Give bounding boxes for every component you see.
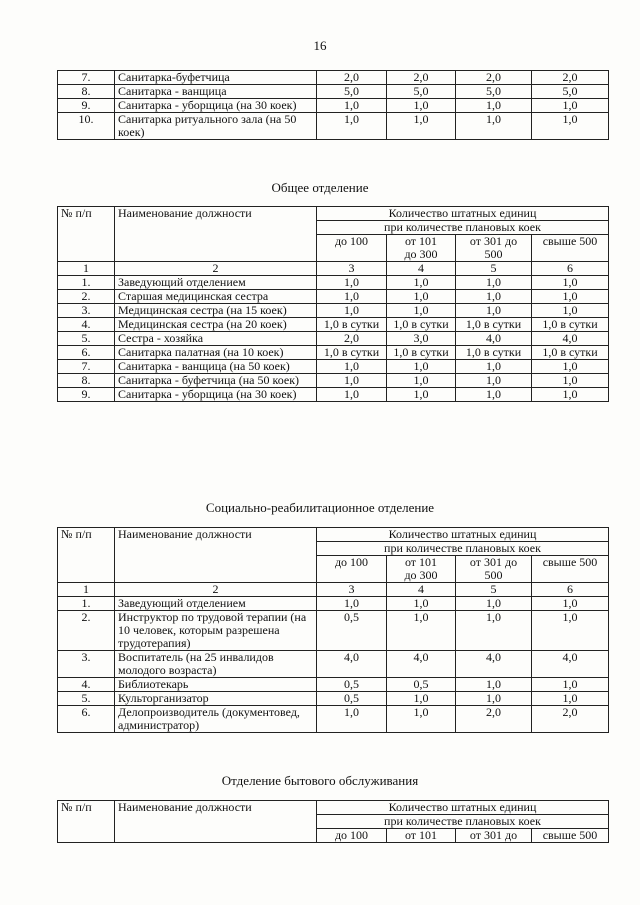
staff-table-rehab (57, 527, 609, 733)
staff-count-cell: 1,0 (387, 388, 456, 402)
row-number: 4. (58, 678, 115, 692)
table-row (58, 332, 609, 346)
position-name: Медицинская сестра (на 15 коек) (115, 304, 317, 318)
staff-count-cell: 5,0 (387, 85, 456, 99)
staff-count-cell: 1,0 (387, 611, 456, 651)
header-num: № п/п (58, 528, 115, 583)
staff-count-cell: 1,0 (532, 276, 609, 290)
staff-count-cell: 1,0 в сутки (456, 346, 532, 360)
staff-count-cell: 2,0 (387, 71, 456, 85)
position-name: Санитарка-буфетчица (115, 71, 317, 85)
position-name: Санитарка - буфетчица (на 50 коек) (115, 374, 317, 388)
staff-count-cell: 2,0 (456, 71, 532, 85)
table-row (58, 304, 609, 318)
position-name: Заведующий отделением (115, 276, 317, 290)
staff-count-cell: 1,0 (317, 360, 387, 374)
row-number: 9. (58, 388, 115, 402)
table-row (58, 290, 609, 304)
position-name: Инструктор по трудовой терапии (на 10 человек, которым разрешена трудотерапия) (115, 611, 317, 651)
staff-count-cell: 3,0 (387, 332, 456, 346)
staff-count-cell: 4,0 (317, 651, 387, 678)
staff-count-cell: 4,0 (456, 332, 532, 346)
table-row (58, 597, 609, 611)
table2-body (58, 597, 609, 733)
staff-count-cell: 4,0 (456, 651, 532, 678)
header-num: № п/п (58, 801, 115, 843)
staff-count-cell: 1,0 в сутки (317, 346, 387, 360)
index-row: 1 2 3 4 5 6 (58, 583, 609, 597)
table-row (58, 85, 609, 99)
table1-body (58, 276, 609, 402)
row-number: 5. (58, 692, 115, 706)
header-col-c: от 301 до 500 (456, 235, 532, 262)
header-col-c: от 301 до 500 (456, 556, 532, 583)
header-count-sub: при количестве плановых коек (317, 221, 609, 235)
table-row (58, 346, 609, 360)
header-count-title: Количество штатных единиц (317, 801, 609, 815)
staff-count-cell: 1,0 (532, 388, 609, 402)
table-row (58, 360, 609, 374)
staff-count-cell: 1,0 (387, 276, 456, 290)
table-row (58, 692, 609, 706)
staff-count-cell: 1,0 (456, 290, 532, 304)
staff-count-cell: 2,0 (532, 71, 609, 85)
staff-count-cell: 1,0 в сутки (532, 318, 609, 332)
table-row (58, 651, 609, 678)
header-count-title: Количество штатных единиц (317, 528, 609, 542)
staff-count-cell: 1,0 (532, 304, 609, 318)
staff-count-cell: 1,0 (456, 611, 532, 651)
staff-count-cell: 1,0 (532, 374, 609, 388)
header-col-d: свыше 500 (532, 235, 609, 262)
table-row (58, 374, 609, 388)
row-number: 1. (58, 597, 115, 611)
staff-count-cell: 1,0 (387, 706, 456, 733)
staff-count-cell: 1,0 (456, 304, 532, 318)
staff-count-cell: 2,0 (317, 71, 387, 85)
position-name: Санитарка - ванщица (115, 85, 317, 99)
staff-count-cell: 1,0 (456, 374, 532, 388)
position-name: Культорганизатор (115, 692, 317, 706)
position-name: Старшая медицинская сестра (115, 290, 317, 304)
header-num: № п/п (58, 207, 115, 262)
staff-table-continued (57, 70, 609, 140)
index-row: 1 2 3 4 5 6 (58, 262, 609, 276)
staff-count-cell: 1,0 (456, 678, 532, 692)
row-number: 7. (58, 360, 115, 374)
position-name: Санитарка палатная (на 10 коек) (115, 346, 317, 360)
staff-count-cell: 1,0 (456, 597, 532, 611)
staff-count-cell: 1,0 (387, 360, 456, 374)
header-count-title: Количество штатных единиц (317, 207, 609, 221)
position-name: Библиотекарь (115, 678, 317, 692)
staff-count-cell: 1,0 (317, 290, 387, 304)
table-row (58, 706, 609, 733)
row-number: 10. (58, 113, 115, 140)
staff-count-cell: 2,0 (456, 706, 532, 733)
staff-count-cell: 1,0 (456, 360, 532, 374)
header-col-b: от 101 до 300 (387, 556, 456, 583)
row-number: 9. (58, 99, 115, 113)
staff-count-cell: 1,0 (317, 388, 387, 402)
staff-count-cell: 0,5 (317, 678, 387, 692)
staff-count-cell: 5,0 (532, 85, 609, 99)
table-row (58, 276, 609, 290)
staff-count-cell: 1,0 (532, 99, 609, 113)
staff-table-general (57, 206, 609, 402)
position-name: Воспитатель (на 25 инвалидов молодого возраста) (115, 651, 317, 678)
row-number: 1. (58, 276, 115, 290)
header-col-c: от 301 до (456, 829, 532, 843)
table-row (58, 99, 609, 113)
staff-count-cell: 1,0 (387, 304, 456, 318)
position-name: Сестра - хозяйка (115, 332, 317, 346)
staff-count-cell: 1,0 (456, 692, 532, 706)
row-number: 3. (58, 651, 115, 678)
header-count-sub: при количестве плановых коек (317, 815, 609, 829)
row-number: 4. (58, 318, 115, 332)
staff-count-cell: 1,0 в сутки (317, 318, 387, 332)
section-title-general: Общее отделение (271, 180, 369, 195)
staff-count-cell: 1,0 в сутки (387, 318, 456, 332)
staff-table-household (57, 800, 609, 843)
staff-count-cell: 2,0 (532, 706, 609, 733)
table-row (58, 611, 609, 651)
staff-count-cell: 1,0 (317, 113, 387, 140)
row-number: 2. (58, 290, 115, 304)
staff-count-cell: 1,0 (456, 276, 532, 290)
table-row (58, 318, 609, 332)
staff-count-cell: 1,0 (317, 597, 387, 611)
staff-count-cell: 2,0 (317, 332, 387, 346)
staff-count-cell: 1,0 (387, 692, 456, 706)
staff-count-cell: 1,0 (317, 706, 387, 733)
staff-count-cell: 1,0 (317, 99, 387, 113)
staff-count-cell: 1,0 (532, 678, 609, 692)
position-name: Санитарка - уборщица (на 30 коек) (115, 99, 317, 113)
staff-count-cell: 1,0 (387, 113, 456, 140)
header-col-b: от 101 (387, 829, 456, 843)
staff-count-cell: 1,0 (317, 374, 387, 388)
staff-count-cell: 5,0 (456, 85, 532, 99)
staff-count-cell: 4,0 (532, 651, 609, 678)
row-number: 6. (58, 706, 115, 733)
row-number: 7. (58, 71, 115, 85)
header-name: Наименование должности (115, 207, 317, 262)
table-row (58, 388, 609, 402)
staff-count-cell: 1,0 (387, 99, 456, 113)
staff-count-cell: 5,0 (317, 85, 387, 99)
table-row (58, 678, 609, 692)
row-number: 2. (58, 611, 115, 651)
row-number: 8. (58, 374, 115, 388)
row-number: 8. (58, 85, 115, 99)
staff-count-cell: 0,5 (317, 692, 387, 706)
header-col-b: от 101 до 300 (387, 235, 456, 262)
position-name: Санитарка - ванщица (на 50 коек) (115, 360, 317, 374)
staff-count-cell: 1,0 (456, 113, 532, 140)
staff-count-cell: 0,5 (387, 678, 456, 692)
header-count-sub: при количестве плановых коек (317, 542, 609, 556)
staff-count-cell: 1,0 (317, 276, 387, 290)
header-col-a: до 100 (317, 829, 387, 843)
table-row (58, 113, 609, 140)
staff-count-cell: 1,0 в сутки (532, 346, 609, 360)
staff-count-cell: 1,0 (532, 360, 609, 374)
position-name: Санитарка - уборщица (на 30 коек) (115, 388, 317, 402)
section-title-rehab: Социально-реабилитационное отделение (205, 500, 435, 515)
staff-count-cell: 1,0 (532, 597, 609, 611)
row-number: 5. (58, 332, 115, 346)
staff-count-cell: 1,0 (532, 113, 609, 140)
header-name: Наименование должности (115, 801, 317, 843)
header-col-a: до 100 (317, 235, 387, 262)
staff-count-cell: 1,0 (456, 99, 532, 113)
header-col-d: свыше 500 (532, 829, 609, 843)
staff-count-cell: 1,0 (456, 388, 532, 402)
row-number: 3. (58, 304, 115, 318)
staff-count-cell: 1,0 (532, 611, 609, 651)
staff-count-cell: 1,0 (532, 290, 609, 304)
header-col-a: до 100 (317, 556, 387, 583)
page-number: 16 (313, 38, 327, 53)
table-row (58, 71, 609, 85)
position-name: Заведующий отделением (115, 597, 317, 611)
staff-count-cell: 1,0 в сутки (456, 318, 532, 332)
row-number: 6. (58, 346, 115, 360)
position-name: Медицинская сестра (на 20 коек) (115, 318, 317, 332)
staff-count-cell: 1,0 в сутки (387, 346, 456, 360)
staff-count-cell: 1,0 (387, 290, 456, 304)
staff-count-cell: 0,5 (317, 611, 387, 651)
staff-count-cell: 4,0 (387, 651, 456, 678)
staff-count-cell: 1,0 (387, 374, 456, 388)
staff-count-cell: 1,0 (532, 692, 609, 706)
staff-count-cell: 1,0 (317, 304, 387, 318)
staff-count-cell: 1,0 (387, 597, 456, 611)
header-col-d: свыше 500 (532, 556, 609, 583)
position-name: Санитарка ритуального зала (на 50 коек) (115, 113, 317, 140)
position-name: Делопроизводитель (документовед, администратор) (115, 706, 317, 733)
header-name: Наименование должности (115, 528, 317, 583)
table0-body (58, 71, 609, 140)
section-title-household: Отделение бытового обслуживания (221, 773, 419, 788)
staff-count-cell: 4,0 (532, 332, 609, 346)
